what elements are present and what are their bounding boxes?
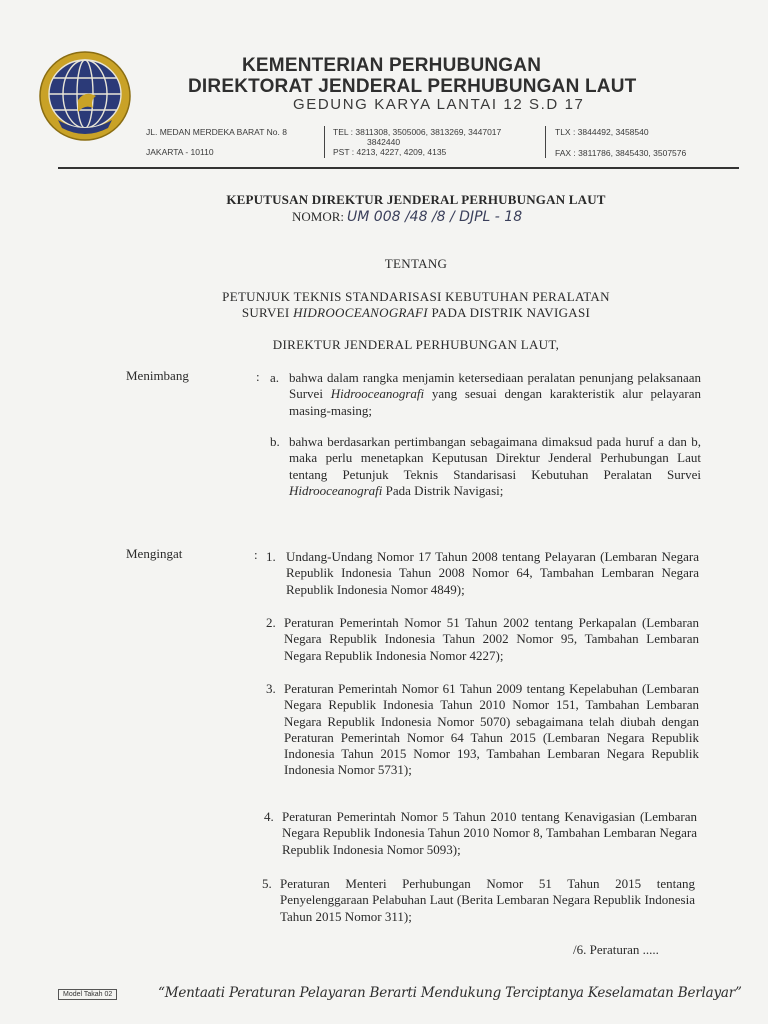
mengingat-item-text: Peraturan Pemerintah Nomor 5 Tahun 2010 tentang Kenavigasian (Lembaran Negara Republik Indonesia Tahun 2010 Nomor 8, Tambahan Lembaran Negara Republik Indonesia Nomor 5093); — [282, 809, 697, 857]
org-name-line2: DIREKTORAT JENDERAL PERHUBUNGAN LAUT — [188, 76, 637, 97]
mengingat-item-number: 2. — [266, 615, 276, 630]
menimbang-a-pre: bahwa dalam rangka menjamin ketersediaan peralatan penunjang pelaksanaan Survei — [289, 370, 701, 402]
director-heading: DIREKTUR JENDERAL PERHUBUNGAN LAUT, — [272, 337, 560, 352]
address-street: JL. MEDAN MERDEKA BARAT No. 8 — [146, 127, 287, 137]
menimbang-a-post: yang sesuai dengan karakteristik alur pelayaran masing-masing; — [289, 386, 701, 418]
decree-title: KEPUTUSAN DIREKTUR JENDERAL PERHUBUNGAN LAUT — [226, 192, 606, 207]
subject-line1: PETUNJUK TEKNIS STANDARISASI KEBUTUHAN PERALATAN — [222, 289, 610, 304]
fax-numbers: FAX : 3811786, 3845430, 3507576 — [555, 148, 687, 158]
menimbang-a-text — [289, 370, 701, 419]
decree-number-label: NOMOR: — [292, 209, 345, 224]
menimbang-b-mark: b. — [270, 434, 280, 449]
mengingat-item-number: 3. — [266, 681, 276, 696]
mengingat-colon: : — [254, 547, 258, 562]
letterhead-divider — [324, 126, 325, 158]
subject-line2-italic: HIDROOCEANOGRAFI — [293, 305, 428, 320]
mengingat-item-text: Peraturan Menteri Perhubungan Nomor 51 Tahun 2015 tentang Penyelenggaraan Pelabuhan Laut (Berita Lembaran Negara Republik Indonesia Tahun 2015 Nomor 311); — [280, 876, 695, 924]
address-city: JAKARTA - 10110 — [146, 147, 214, 157]
mengingat-item-text: Undang-Undang Nomor 17 Tahun 2008 tentang Pelayaran (Lembaran Negara Republik Indonesia Tahun 2008 Nomor 64, Tambahan Lembaran Negara Republik Indonesia Nomor 4849); — [286, 549, 699, 597]
menimbang-b-text — [289, 434, 701, 499]
org-name-line1: KEMENTERIAN PERHUBUNGAN — [242, 55, 542, 76]
mengingat-item-text: Peraturan Pemerintah Nomor 51 Tahun 2002 tentang Perkapalan (Lembaran Negara Republik Indonesia Tahun 2002 Nomor 95, Tambahan Lembaran Negara Republik Indonesia Nomor 4227); — [284, 615, 699, 663]
mengingat-label: Mengingat — [126, 546, 183, 561]
ministry-logo — [38, 50, 132, 142]
subject-line2 — [0, 305, 768, 321]
continuation-marker: /6. Peraturan ..... — [573, 942, 659, 957]
phone-numbers-cont: 3842440 — [367, 137, 401, 147]
letterhead-divider — [545, 126, 546, 158]
model-takah-label: Model Takah 02 — [58, 989, 117, 1000]
menimbang-label: Menimbang — [126, 368, 189, 383]
menimbang-a-italic: Hidrooceanografi — [330, 386, 425, 402]
menimbang-b-post: Pada Distrik Navigasi; — [382, 482, 504, 498]
menimbang-a-mark: a. — [270, 370, 280, 385]
menimbang-colon: : — [256, 369, 260, 384]
pst-numbers: PST : 4213, 4227, 4209, 4135 — [333, 147, 447, 157]
mengingat-item-number: 1. — [266, 549, 276, 564]
decree-number — [292, 209, 522, 225]
mengingat-item-number: 5. — [262, 876, 272, 891]
phone-numbers: TEL : 3811308, 3505006, 3813269, 3447017 — [333, 127, 502, 137]
telex-numbers: TLX : 3844492, 3458540 — [555, 127, 649, 137]
subject-line2-text: SURVEI — [241, 305, 294, 320]
tentang-heading: TENTANG — [384, 256, 448, 271]
footer-motto: “Mentaati Peraturan Pelayaran Berarti Mendukung Terciptanya Keselamatan Berlayar” — [158, 985, 742, 1001]
mengingat-item-number: 4. — [264, 809, 274, 824]
org-building: GEDUNG KARYA LANTAI 12 S.D 17 — [293, 96, 585, 113]
menimbang-b-italic: Hidrooceanografi — [289, 482, 383, 498]
letterhead-rule — [58, 167, 739, 169]
mengingat-item-text: Peraturan Pemerintah Nomor 61 Tahun 2009 tentang Kepelabuhan (Lembaran Negara Republik Indonesia Tahun 2010 Nomor 151, Tambahan Lembaran Negara Republik Indonesia Nomor 5070) sebagaimana telah diubah dengan Peraturan Pemerintah Nomor 64 Tahun 2015 (Lembaran Negara Republik Indonesia Tahun 2015 Nomor 193, Tambahan Lembaran Negara Republik Indonesia Nomor 5731); — [284, 681, 699, 778]
subject-line2-text-end: PADA DISTRIK NAVIGASI — [427, 305, 591, 320]
decree-number-value: UM 008 /48 /8 / DJPL - 18 — [347, 209, 523, 225]
menimbang-b-pre: bahwa berdasarkan pertimbangan sebagaimana dimaksud pada huruf a dan b, maka perlu menetapkan Keputusan Direktur Jenderal Perhubungan Laut tentang Petunjuk Teknis Standarisasi Kebutuhan Peralatan Survei — [289, 434, 701, 482]
